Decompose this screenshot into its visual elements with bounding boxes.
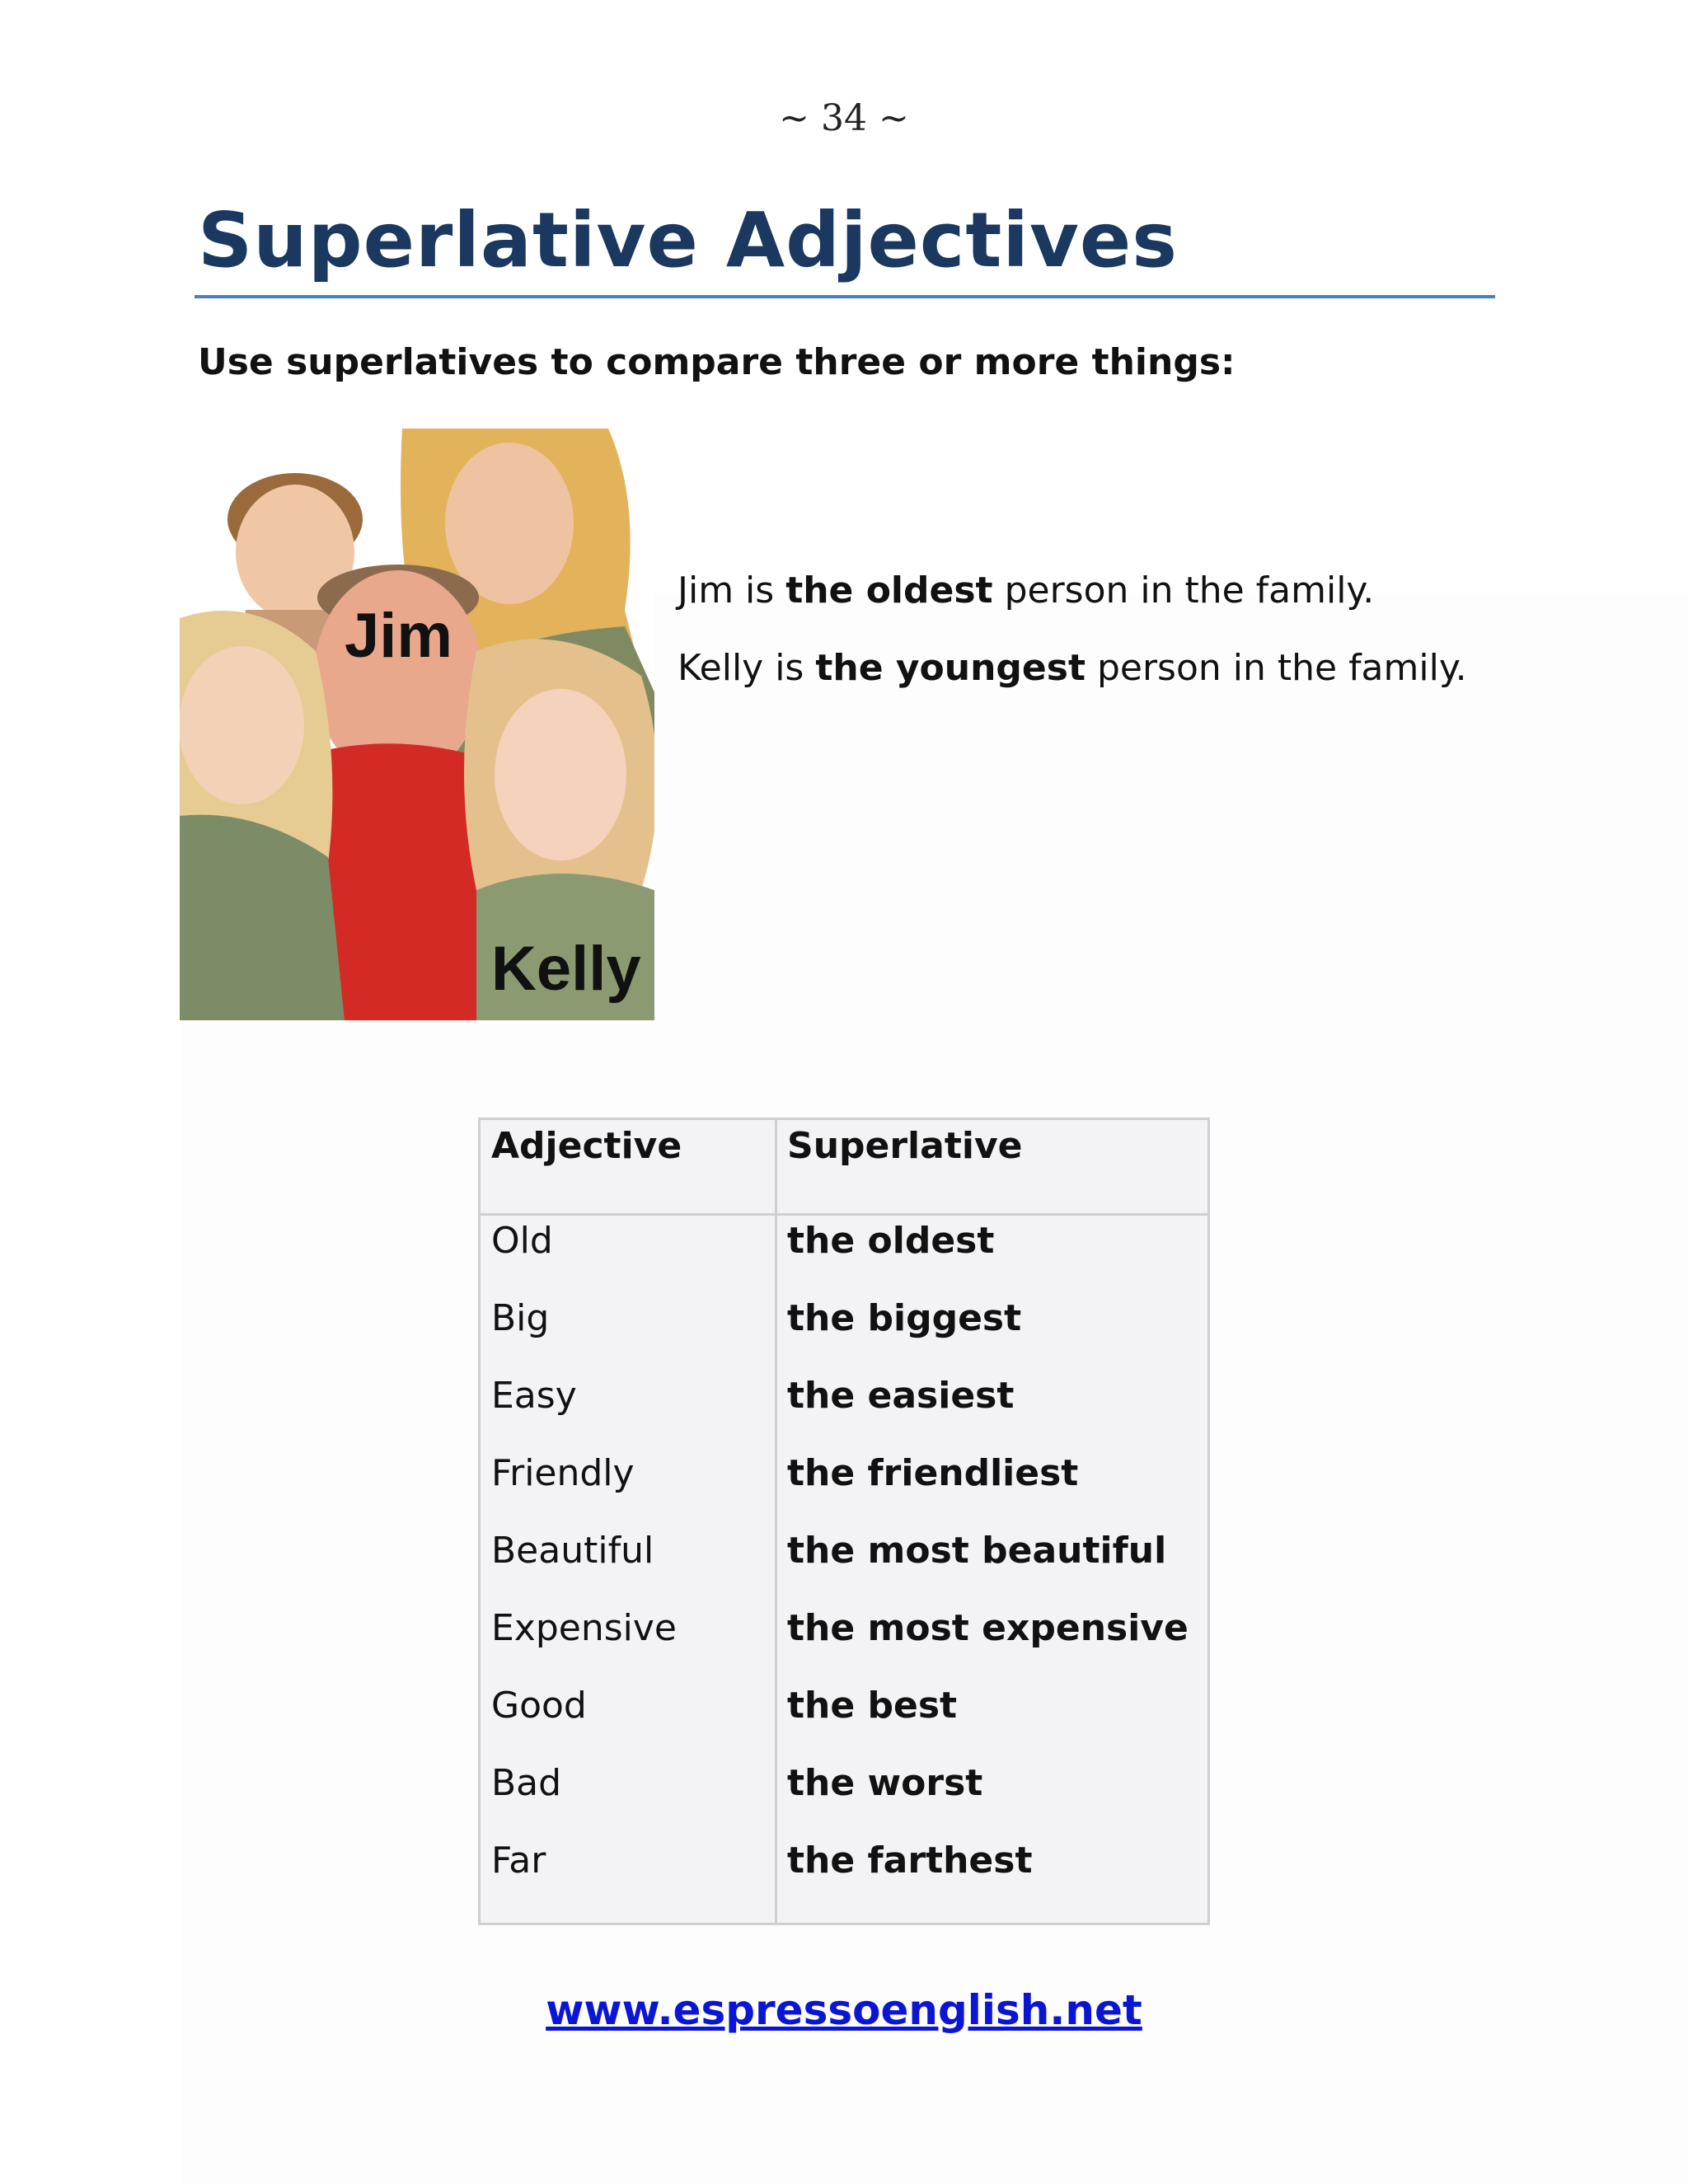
example-text: person in the family. (1085, 647, 1467, 689)
page-title: Superlative Adjectives (198, 196, 1179, 284)
example-text: Jim is (678, 569, 786, 612)
table-cell-superlative: the easiest (787, 1375, 1015, 1417)
example-highlight: the youngest (815, 647, 1085, 689)
table-cell-adjective: Good (491, 1685, 587, 1727)
table-cell-superlative: the most expensive (787, 1607, 1189, 1649)
title-underline (195, 295, 1495, 298)
table-cell-superlative: the biggest (787, 1297, 1022, 1339)
table-cell-adjective: Friendly (491, 1452, 635, 1494)
table-cell-superlative: the most beautiful (787, 1530, 1167, 1572)
example-text: Kelly is (678, 647, 816, 689)
table-cell-adjective: Old (491, 1220, 553, 1262)
table-cell-adjective: Expensive (491, 1607, 677, 1649)
table-cell-adjective: Beautiful (491, 1530, 654, 1572)
column-divider (775, 1120, 777, 1923)
example-sentences (678, 569, 1467, 724)
family-photo (180, 429, 654, 1020)
photo-label-kelly: Kelly (491, 934, 641, 1004)
photo-label-jim: Jim (345, 601, 452, 671)
table-cell-adjective: Easy (491, 1375, 577, 1417)
family-photo-illustration (180, 429, 654, 1020)
example-highlight: the oldest (785, 569, 993, 612)
website-link[interactable]: www.espressoenglish.net (546, 1986, 1142, 2034)
page-number: ~ 34 ~ (779, 97, 909, 139)
table-cell-adjective: Big (491, 1297, 550, 1339)
table-cell-superlative: the oldest (787, 1220, 995, 1262)
table-cell-superlative: the worst (787, 1762, 983, 1804)
example-text: person in the family. (992, 569, 1375, 612)
table-cell-adjective: Far (491, 1840, 546, 1882)
column-header-adjective: Adjective (491, 1125, 682, 1167)
table-cell-superlative: the friendliest (787, 1452, 1079, 1494)
example-sentence (678, 569, 1467, 613)
table-cell-superlative: the best (787, 1685, 958, 1727)
intro-text: Use superlatives to compare three or more things: (198, 341, 1236, 383)
superlative-table (478, 1118, 1210, 1925)
table-cell-adjective: Bad (491, 1762, 562, 1804)
example-sentence (678, 646, 1467, 691)
table-cell-superlative: the farthest (787, 1840, 1033, 1882)
column-header-superlative: Superlative (787, 1125, 1023, 1167)
